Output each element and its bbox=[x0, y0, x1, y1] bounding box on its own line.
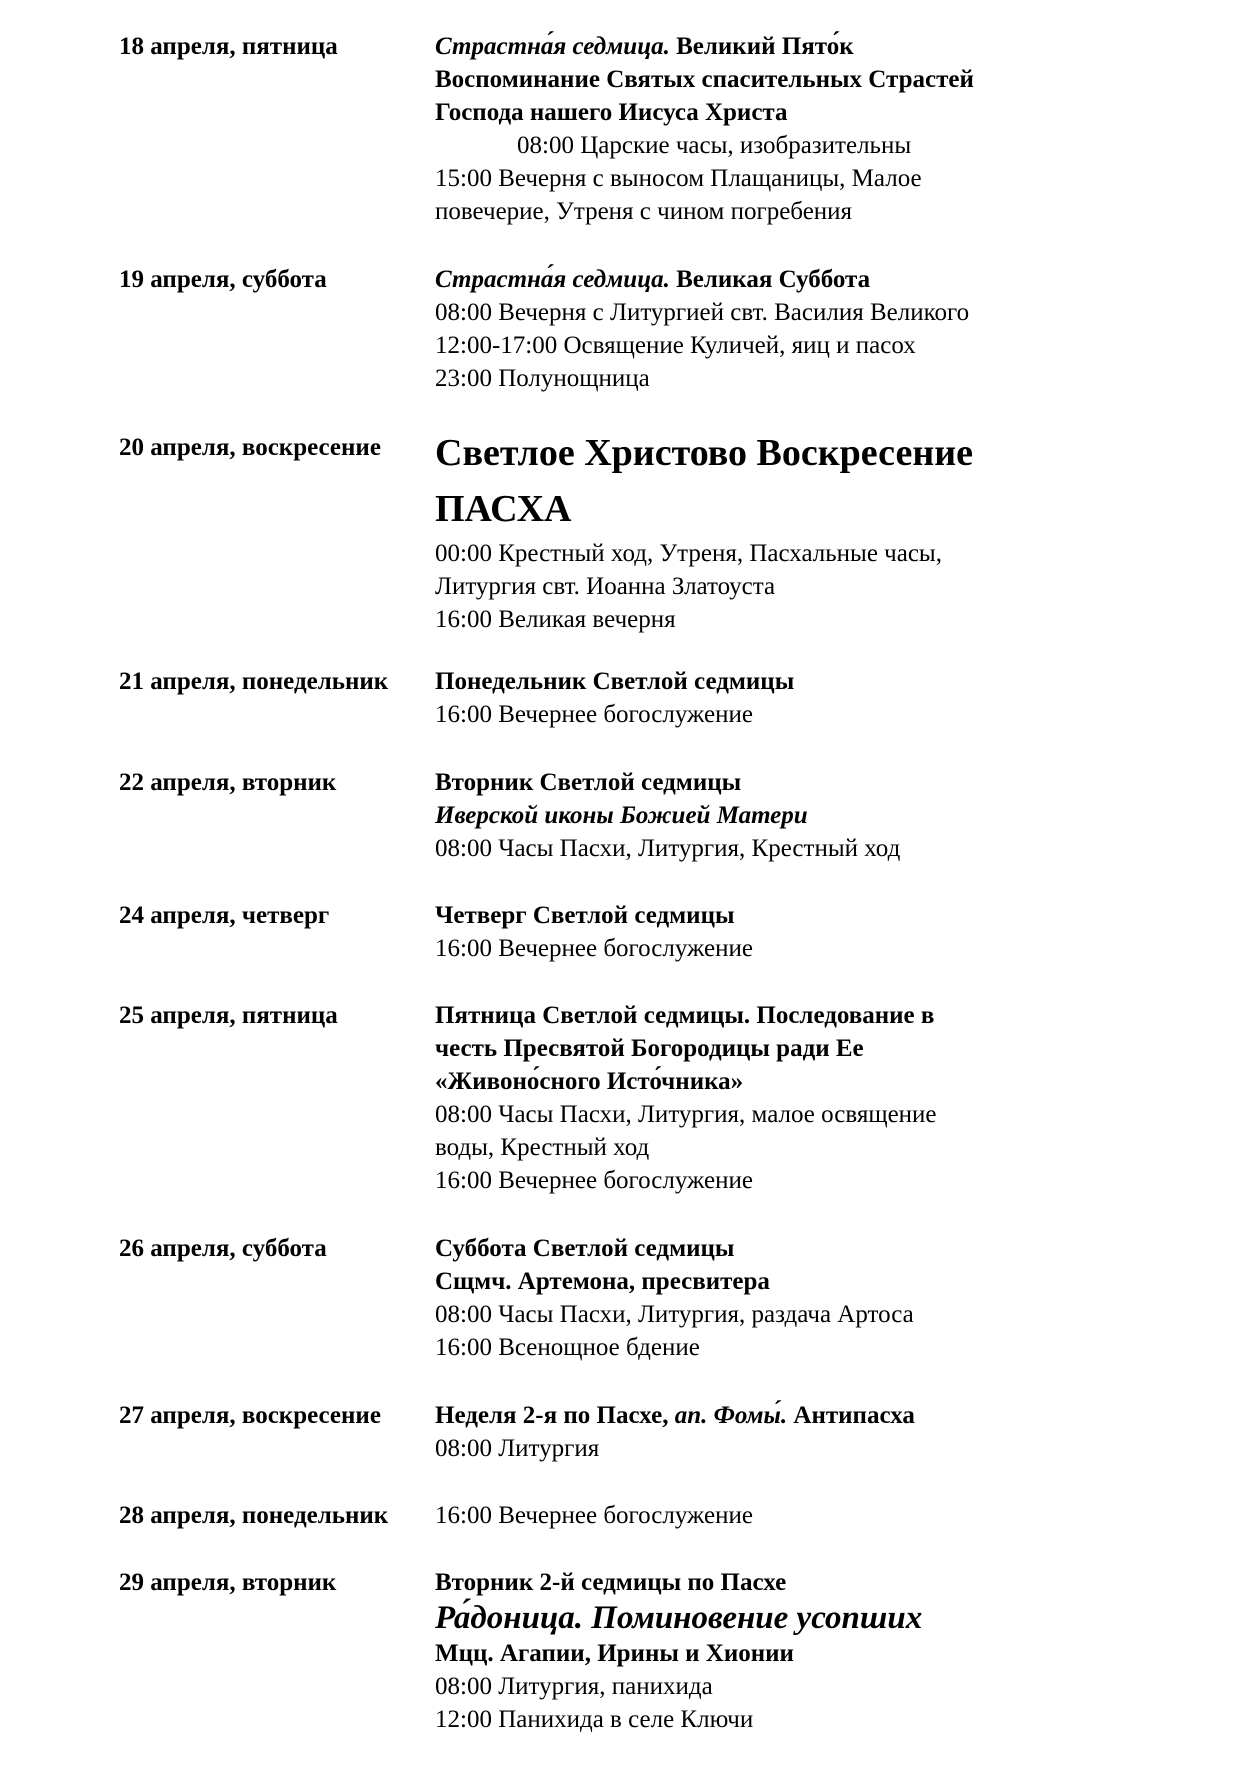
entry-line: 15:00 Вечерня с выносом Плащаницы, Малое bbox=[435, 165, 922, 192]
entry-line: Воспоминание Святых спасительных Страстей bbox=[435, 66, 974, 93]
entry-content bbox=[435, 1566, 1135, 1736]
entry-content bbox=[435, 999, 1135, 1197]
line-part: Великая Суббота bbox=[669, 266, 871, 293]
entry-line: 16:00 Вечернее богослужение bbox=[435, 1167, 753, 1194]
line-part: Страстна́я седмица. bbox=[435, 266, 670, 293]
line-part: Антипасха bbox=[787, 1402, 915, 1429]
line-part: Страстна́я седмица. bbox=[435, 33, 670, 60]
entry-date: 26 апреля, суббота bbox=[119, 1235, 327, 1262]
entry-line bbox=[435, 30, 1135, 63]
entry-line: Иверской иконы Божией Матери bbox=[435, 802, 808, 829]
entry-content bbox=[435, 425, 1135, 636]
entry-line: 08:00 Царские часы, изобразительны bbox=[517, 132, 912, 159]
entry-line: воды, Крестный ход bbox=[435, 1134, 650, 1161]
entry-line: 08:00 Вечерня с Литургией свт. Василия Великого bbox=[435, 299, 970, 326]
entry-content bbox=[435, 1232, 1135, 1364]
entry-line: Сщмч. Артемона, пресвитера bbox=[435, 1268, 770, 1295]
entry-line: Вторник Светлой седмицы bbox=[435, 769, 742, 796]
entry-line: Светлое Христово Воскресение bbox=[435, 432, 973, 474]
entry-content bbox=[435, 665, 1135, 731]
entry-line: Господа нашего Иисуса Христа bbox=[435, 99, 788, 126]
entry-line: 08:00 Часы Пасхи, Литургия, раздача Артоса bbox=[435, 1301, 914, 1328]
entry-line: 16:00 Вечернее богослужение bbox=[435, 1502, 753, 1529]
entry-date: 25 апреля, пятница bbox=[119, 1002, 338, 1029]
entry-line: Понедельник Светлой седмицы bbox=[435, 668, 795, 695]
entry-date: 19 апреля, суббота bbox=[119, 266, 327, 293]
entry-content bbox=[435, 899, 1135, 965]
entry-line: 16:00 Вечернее богослужение bbox=[435, 701, 753, 728]
entry-line: Четверг Светлой седмицы bbox=[435, 902, 735, 929]
entry-line: ПАСХА bbox=[435, 488, 572, 530]
entry-date: 24 апреля, четверг bbox=[119, 902, 330, 929]
entry-content bbox=[435, 1399, 1135, 1465]
entry-content bbox=[435, 766, 1135, 865]
entry-line: повечерие, Утреня с чином погребения bbox=[435, 198, 853, 225]
entry-date: 28 апреля, понедельник bbox=[119, 1502, 389, 1529]
entry-content bbox=[435, 1499, 1135, 1532]
entry-date: 18 апреля, пятница bbox=[119, 33, 338, 60]
entry-line: Мцц. Агапии, Ирины и Хионии bbox=[435, 1640, 794, 1667]
entry-date: 21 апреля, понедельник bbox=[119, 668, 389, 695]
line-part: ап. Фомы́. bbox=[674, 1402, 788, 1429]
entry-line: Литургия свт. Иоанна Златоуста bbox=[435, 573, 776, 600]
entry-line: 08:00 Литургия, панихида bbox=[435, 1673, 713, 1700]
entry-line: честь Пресвятой Богородицы ради Ее bbox=[435, 1035, 864, 1062]
entry-content bbox=[435, 30, 1135, 228]
entry-date: 22 апреля, вторник bbox=[119, 769, 337, 796]
entry-line: 08:00 Литургия bbox=[435, 1435, 600, 1462]
line-part: Великий Пято́к bbox=[669, 33, 854, 60]
entry-date: 27 апреля, воскресение bbox=[119, 1402, 381, 1429]
entry-line: 00:00 Крестный ход, Утреня, Пасхальные часы, bbox=[435, 540, 942, 567]
entry-line: Вторник 2-й седмицы по Пасхе bbox=[435, 1569, 787, 1596]
entry-line: 12:00 Панихида в селе Ключи bbox=[435, 1706, 754, 1733]
entry-line: 23:00 Полунощница bbox=[435, 365, 650, 392]
entry-line: 16:00 Вечернее богослужение bbox=[435, 935, 753, 962]
entry-line: 12:00-17:00 Освящение Куличей, яиц и пасох bbox=[435, 332, 916, 359]
entry-line: 16:00 Всенощное бдение bbox=[435, 1334, 700, 1361]
entry-line: 08:00 Часы Пасхи, Литургия, Крестный ход bbox=[435, 835, 901, 862]
entry-line: 08:00 Часы Пасхи, Литургия, малое освящение bbox=[435, 1101, 937, 1128]
entry-line: 16:00 Великая вечерня bbox=[435, 606, 676, 633]
entry-line: Суббота Светлой седмицы bbox=[435, 1235, 735, 1262]
entry-line: «Живоно́сного Исто́чника» bbox=[435, 1068, 744, 1095]
entry-line bbox=[435, 1399, 1135, 1432]
entry-line: Ра́доница. Поминовение усопших bbox=[435, 1600, 923, 1636]
entry-content bbox=[435, 263, 1135, 395]
entry-line bbox=[435, 263, 1135, 296]
entry-date: 20 апреля, воскресение bbox=[119, 434, 381, 461]
entry-date: 29 апреля, вторник bbox=[119, 1569, 337, 1596]
line-part: Неделя 2-я по Пасхе, bbox=[435, 1402, 675, 1429]
entry-line: Пятница Светлой седмицы. Последование в bbox=[435, 1002, 935, 1029]
